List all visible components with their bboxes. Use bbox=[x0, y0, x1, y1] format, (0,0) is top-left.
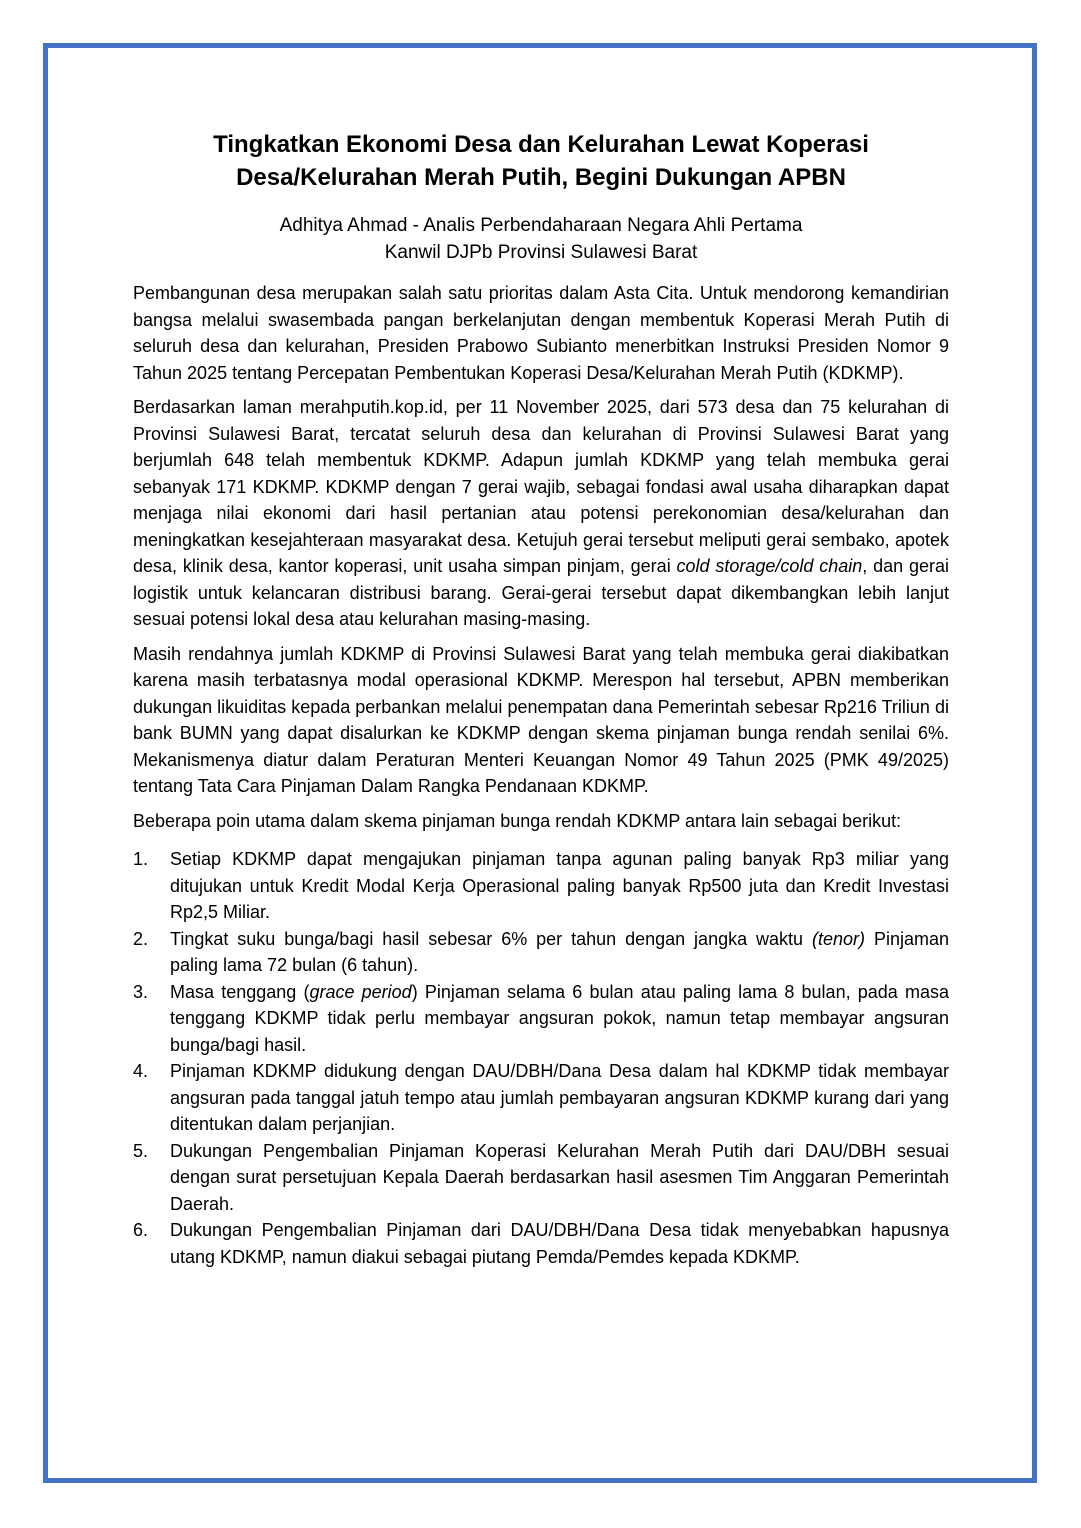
text-run: Dukungan Pengembalian Pinjaman Koperasi Kelurahan Merah Putih dari DAU/DBH sesuai dengan surat persetujuan Kepala Daerah berdasarkan hasil asesmen Tim Anggaran Pemerintah Daerah. bbox=[170, 1140, 949, 1214]
byline bbox=[133, 212, 949, 266]
italic-text-run: grace period bbox=[309, 981, 412, 1002]
article-content bbox=[133, 128, 949, 1270]
list-item bbox=[133, 926, 949, 979]
paragraph bbox=[133, 641, 949, 800]
paragraph bbox=[133, 808, 949, 835]
text-run: , dan gerai logistik untuk kelancaran distribusi barang. Gerai-gerai tersebut dapat dikembangkan lebih lanjut sesuai potensi lokal desa atau kelurahan masing-masing. bbox=[133, 556, 949, 629]
list-item-number: 6. bbox=[133, 1220, 149, 1240]
page-title-line-1: Tingkatkan Ekonomi Desa dan Kelurahan Lewat Koperasi bbox=[213, 131, 869, 158]
page-title bbox=[133, 128, 949, 194]
italic-text-run: (tenor) bbox=[812, 928, 866, 949]
text-run: Dukungan Pengembalian Pinjaman dari DAU/DBH/Dana Desa tidak menyebabkan hapusnya utang KDKMP, namun diakui sebagai piutang Pemda/Pemdes kepada KDKMP. bbox=[170, 1220, 949, 1267]
list-item-number: 4. bbox=[133, 1061, 149, 1081]
list-item-number: 3. bbox=[133, 981, 149, 1002]
paragraph bbox=[133, 394, 949, 633]
text-run: Pinjaman paling lama 72 bulan (6 tahun). bbox=[170, 928, 949, 975]
text-run: Masih rendahnya jumlah KDKMP di Provinsi Sulawesi Barat yang telah membuka gerai diakibatkan karena masih terbatasnya modal operasional KDKMP. Merespon hal tersebut, APBN memberikan dukungan likuiditas kepada perbankan melalui penempatan dana Pemerintah sebesar Rp216 Triliun di bank BUMN yang dapat disalurkan ke KDKMP dengan skema pinjaman bunga rendah senilai 6%. Mekanismenya diatur dalam Peraturan Menteri Keuangan Nomor 49 Tahun 2025 (PMK 49/2025) tentang Tata Cara Pinjaman Dalam Rangka Pendanaan KDKMP. bbox=[133, 643, 949, 796]
list-item-number: 2. bbox=[133, 928, 149, 949]
paragraph bbox=[133, 280, 949, 386]
numbered-point-list bbox=[133, 846, 949, 1270]
list-item bbox=[133, 846, 949, 926]
list-item bbox=[133, 1217, 949, 1270]
italic-text-run: cold storage/cold chain bbox=[676, 556, 863, 576]
byline-author: Adhitya Ahmad - Analis Perbendaharaan Negara Ahli Pertama bbox=[279, 215, 803, 236]
text-run: ) Pinjaman selama 6 bulan atau paling lama 8 bulan, pada masa tenggang KDKMP tidak perlu membayar angsuran pokok, namun tetap membayar angsuran bunga/bagi hasil. bbox=[170, 981, 949, 1055]
list-item bbox=[133, 1058, 949, 1138]
text-run: Berdasarkan laman merahputih.kop.id, per 11 November 2025, dari 573 desa dan 75 kelurahan di Provinsi Sulawesi Barat, tercatat seluruh desa dan kelurahan di Provinsi Sulawesi Barat yang berjumlah 648 telah membentuk KDKMP. Adapun jumlah KDKMP yang telah membuka gerai sebanyak 171 KDKMP. KDKMP dengan 7 gerai wajib, sebagai fondasi awal usaha diharapkan dapat menjaga nilai ekonomi dari hasil pertanian atau potensi perekonomian desa/kelurahan dan meningkatkan kesejahteraan masyarakat desa. Ketujuh gerai tersebut meliputi gerai sembako, apotek desa, klinik desa, kantor koperasi, unit usaha simpan pinjam, gerai bbox=[133, 397, 949, 576]
list-item bbox=[133, 979, 949, 1059]
paragraphs-section bbox=[133, 280, 949, 834]
byline-office: Kanwil DJPb Provinsi Sulawesi Barat bbox=[384, 242, 698, 263]
list-item bbox=[133, 1138, 949, 1218]
text-run: Tingkat suku bunga/bagi hasil sebesar 6% per tahun dengan jangka waktu bbox=[170, 928, 812, 949]
list-item-number: 1. bbox=[133, 849, 149, 869]
text-run: Pinjaman KDKMP didukung dengan DAU/DBH/Dana Desa dalam hal KDKMP tidak membayar angsuran pada tanggal jatuh tempo atau jumlah pembayaran angsuran KDKMP kurang dari yang ditentukan dalam perjanjian. bbox=[170, 1061, 949, 1134]
page-title-line-2: Desa/Kelurahan Merah Putih, Begini Dukungan APBN bbox=[236, 164, 846, 191]
text-run: Pembangunan desa merupakan salah satu prioritas dalam Asta Cita. Untuk mendorong kemandirian bangsa melalui swasembada pangan berkelanjutan dengan membentuk Koperasi Merah Putih di seluruh desa dan kelurahan, Presiden Prabowo Subianto menerbitkan Instruksi Presiden Nomor 9 Tahun 2025 tentang Percepatan Pembentukan Koperasi Desa/Kelurahan Merah Putih (KDKMP). bbox=[133, 283, 949, 383]
list-item-number: 5. bbox=[133, 1140, 149, 1161]
text-run: Setiap KDKMP dapat mengajukan pinjaman tanpa agunan paling banyak Rp3 miliar yang ditujukan untuk Kredit Modal Kerja Operasional paling banyak Rp500 juta dan Kredit Investasi Rp2,5 Miliar. bbox=[170, 849, 949, 922]
text-run: Beberapa poin utama dalam skema pinjaman bunga rendah KDKMP antara lain sebagai berikut: bbox=[133, 810, 902, 831]
text-run: Masa tenggang ( bbox=[170, 981, 310, 1002]
